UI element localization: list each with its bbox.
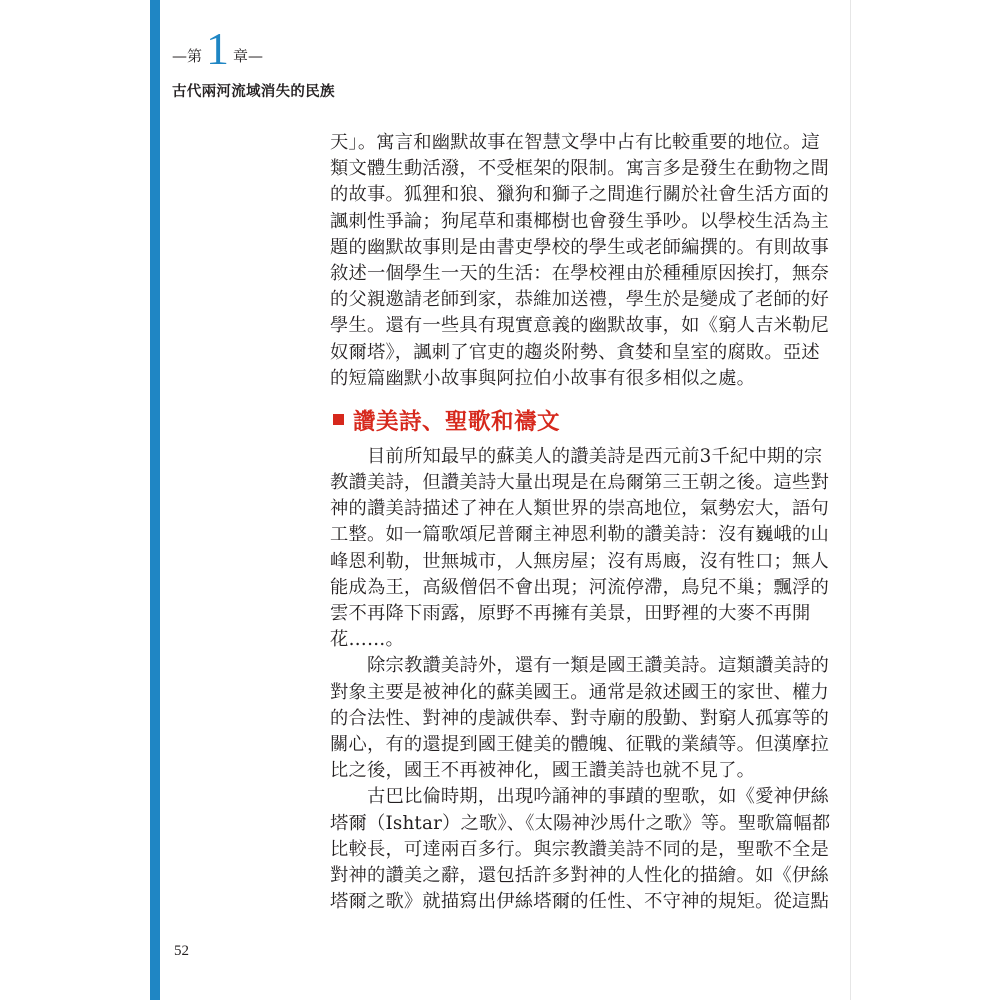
chapter-title: 古代兩河流域消失的民族	[172, 83, 335, 100]
paragraph	[330, 784, 831, 915]
text-line: 雲不再降下雨露，原野不再擁有美景，田野裡的大麥不再開	[330, 603, 811, 624]
text-line: 的父親邀請老師到家，恭維加送禮，學生於是變成了老師的好	[330, 289, 829, 311]
text-line: 峰恩利勒，世無城市，人無房屋；沒有馬廄，沒有牲口；無人	[330, 550, 829, 572]
text-line: 類文體生動活潑，不受框架的限制。寓言多是發生在動物之間	[330, 158, 829, 180]
text-line: 的短篇幽默小故事與阿拉伯小故事有很多相似之處。	[330, 367, 756, 389]
text-line: 古巴比倫時期，出現吟誦神的事蹟的聖歌，如《愛神伊絲	[367, 786, 830, 808]
text-line: 天」。寓言和幽默故事在智慧文學中占有比較重要的地位。這	[330, 132, 820, 153]
text-line: 塔爾之歌》就描寫出伊絲塔爾的任性、不守神的規矩。從這點	[330, 891, 829, 913]
text-line: 奴爾塔》，諷刺了官吏的趨炎附勢、貪婪和皇室的腐敗。亞述	[330, 341, 820, 363]
text-line: 神的讚美詩描述了神在人類世界的崇高地位，氣勢宏大，語句	[330, 498, 829, 520]
text-line: 關心，有的還提到國王健美的體魄、征戰的業績等。但漢摩拉	[330, 733, 829, 755]
paragraph	[330, 444, 829, 654]
text-line: 的故事。狐狸和狼、獵狗和獅子之間進行關於社會生活方面的	[330, 184, 829, 206]
text-line: 比之後，國王不再被神化，國王讚美詩也就不見了。	[330, 760, 756, 782]
paragraph	[330, 653, 830, 784]
text-line: 花……。	[330, 629, 404, 651]
chapter-color-bar	[150, 0, 160, 1000]
paragraph	[330, 130, 829, 392]
text-line: 工整。如一篇歌頌尼普爾主神恩利勒的讚美詩：沒有巍峨的山	[330, 524, 829, 546]
text-line: 對神的讚美之辭，還包括許多對神的人性化的描繪。如《伊絲	[330, 864, 829, 886]
page-number: 52	[174, 943, 189, 959]
text-line: 除宗教讚美詩外，還有一類是國王讚美詩。這類讚美詩的	[367, 655, 830, 677]
text-line: 諷刺性爭論；狗尾草和棗椰樹也會發生爭吵。以學校生活為主	[330, 210, 829, 232]
heading-bullet-icon	[333, 414, 344, 425]
section-heading-text: 讚美詩、聖歌和禱文	[353, 408, 561, 435]
chapter-number: 1	[206, 23, 230, 74]
chapter-suffix: 章—	[233, 47, 264, 65]
text-line: 塔爾（Ishtar）之歌》、《太陽神沙馬什之歌》等。聖歌篇幅都	[330, 812, 831, 834]
text-line: 學生。還有一些具有現實意義的幽默故事，如《窮人吉米勒尼	[330, 315, 829, 337]
text-line: 比較長，可達兩百多行。與宗教讚美詩不同的是，聖歌不全是	[330, 838, 829, 860]
text-line: 目前所知最早的蘇美人的讚美詩是西元前3千紀中期的宗	[367, 445, 823, 467]
text-line: 題的幽默故事則是由書吏學校的學生或老師編撰的。有則故事	[330, 236, 829, 258]
text-line: 能成為王，高級僧侶不會出現；河流停滯，鳥兒不巢；飄浮的	[330, 576, 829, 598]
body-text	[330, 130, 831, 915]
text-line: 教讚美詩，但讚美詩大量出現是在烏爾第三王朝之後。這些對	[330, 472, 829, 494]
text-line: 敘述一個學生一天的生活：在學校裡由於種種原因挨打，無奈	[330, 262, 829, 284]
text-line: 的合法性、對神的虔誠供奉、對寺廟的殷勤、對窮人孤寡等的	[330, 707, 829, 729]
section-heading	[330, 398, 770, 442]
chapter-label	[172, 24, 263, 72]
chapter-prefix: —第	[172, 47, 203, 65]
text-line: 對象主要是被神化的蘇美國王。通常是敘述國王的家世、權力	[330, 681, 829, 703]
